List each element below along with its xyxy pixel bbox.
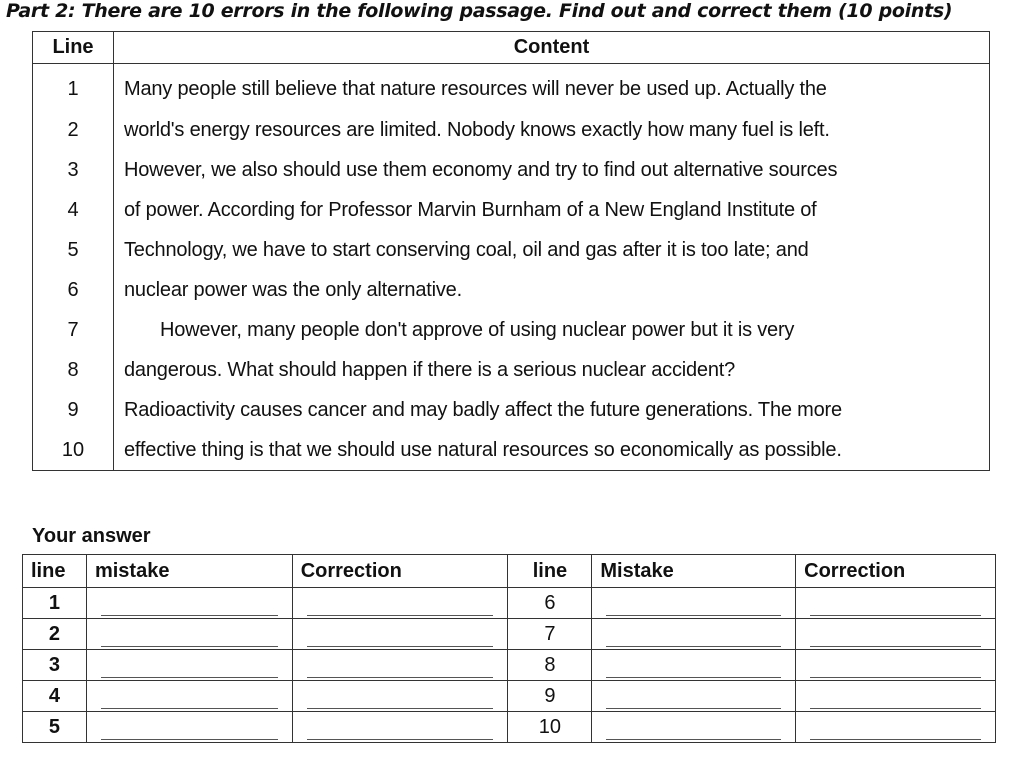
- answer-line-right: 6: [508, 588, 592, 619]
- answer-row: [23, 619, 996, 650]
- correction-field[interactable]: [796, 681, 996, 712]
- correction-field[interactable]: [292, 619, 508, 650]
- answer-line-left: 1: [23, 588, 87, 619]
- answer-table: [22, 554, 996, 743]
- line-number: 2: [33, 110, 114, 150]
- page-title: Part 2: There are 10 errors in the following passage. Find out and correct them (10 points): [6, 0, 953, 22]
- line-text: nuclear power was the only alternative.: [114, 270, 990, 310]
- mistake-left-header: mistake: [86, 555, 292, 588]
- correction-field[interactable]: [796, 650, 996, 681]
- answer-line-left: 5: [23, 712, 87, 743]
- line-number: 1: [33, 64, 114, 111]
- line-number: 6: [33, 270, 114, 310]
- mistake-field[interactable]: [592, 712, 796, 743]
- mistake-field[interactable]: [592, 681, 796, 712]
- answer-line-left: 4: [23, 681, 87, 712]
- mistake-field[interactable]: [86, 681, 292, 712]
- line-number: 10: [33, 430, 114, 471]
- mistake-field[interactable]: [592, 588, 796, 619]
- passage-row: [33, 350, 990, 390]
- correction-field[interactable]: [292, 712, 508, 743]
- line-left-header: line: [23, 555, 87, 588]
- correction-field[interactable]: [796, 619, 996, 650]
- answer-line-left: 2: [23, 619, 87, 650]
- correction-left-header: Correction: [292, 555, 508, 588]
- line-text: Radioactivity causes cancer and may badly affect the future generations. The more: [114, 390, 990, 430]
- line-text: Technology, we have to start conserving coal, oil and gas after it is too late; and: [114, 230, 990, 270]
- line-text: However, we also should use them economy and try to find out alternative sources: [114, 150, 990, 190]
- correction-field[interactable]: [292, 681, 508, 712]
- line-right-header: line: [508, 555, 592, 588]
- line-number: 4: [33, 190, 114, 230]
- line-number: 8: [33, 350, 114, 390]
- passage-header-row: [33, 32, 990, 64]
- mistake-field[interactable]: [592, 619, 796, 650]
- answer-line-right: 7: [508, 619, 592, 650]
- correction-field[interactable]: [292, 588, 508, 619]
- answer-label: Your answer: [32, 525, 151, 547]
- line-number: 7: [33, 310, 114, 350]
- correction-right-header: Correction: [796, 555, 996, 588]
- passage-row: [33, 270, 990, 310]
- passage-row: [33, 430, 990, 471]
- mistake-field[interactable]: [592, 650, 796, 681]
- answer-row: [23, 712, 996, 743]
- line-number: 3: [33, 150, 114, 190]
- correction-field[interactable]: [796, 712, 996, 743]
- answer-header-row: [23, 555, 996, 588]
- line-text: However, many people don't approve of using nuclear power but it is very: [114, 310, 990, 350]
- content-header: Content: [114, 32, 990, 64]
- line-text: effective thing is that we should use natural resources so economically as possible.: [114, 430, 990, 471]
- answer-line-right: 10: [508, 712, 592, 743]
- answer-line-right: 8: [508, 650, 592, 681]
- line-text: Many people still believe that nature resources will never be used up. Actually the: [114, 64, 990, 111]
- passage-row: [33, 64, 990, 111]
- mistake-field[interactable]: [86, 619, 292, 650]
- mistake-field[interactable]: [86, 588, 292, 619]
- passage-row: [33, 390, 990, 430]
- answer-row: [23, 681, 996, 712]
- correction-field[interactable]: [292, 650, 508, 681]
- correction-field[interactable]: [796, 588, 996, 619]
- passage-row: [33, 230, 990, 270]
- answer-line-right: 9: [508, 681, 592, 712]
- mistake-field[interactable]: [86, 650, 292, 681]
- line-number: 9: [33, 390, 114, 430]
- mistake-right-header: Mistake: [592, 555, 796, 588]
- line-text: dangerous. What should happen if there is a serious nuclear accident?: [114, 350, 990, 390]
- mistake-field[interactable]: [86, 712, 292, 743]
- answer-line-left: 3: [23, 650, 87, 681]
- line-text: of power. According for Professor Marvin Burnham of a New England Institute of: [114, 190, 990, 230]
- answer-row: [23, 650, 996, 681]
- passage-row: [33, 310, 990, 350]
- line-number: 5: [33, 230, 114, 270]
- answer-row: [23, 588, 996, 619]
- passage-row: [33, 150, 990, 190]
- passage-row: [33, 190, 990, 230]
- line-header: Line: [33, 32, 114, 64]
- passage-table: [32, 31, 990, 471]
- line-text: world's energy resources are limited. Nobody knows exactly how many fuel is left.: [114, 110, 990, 150]
- passage-row: [33, 110, 990, 150]
